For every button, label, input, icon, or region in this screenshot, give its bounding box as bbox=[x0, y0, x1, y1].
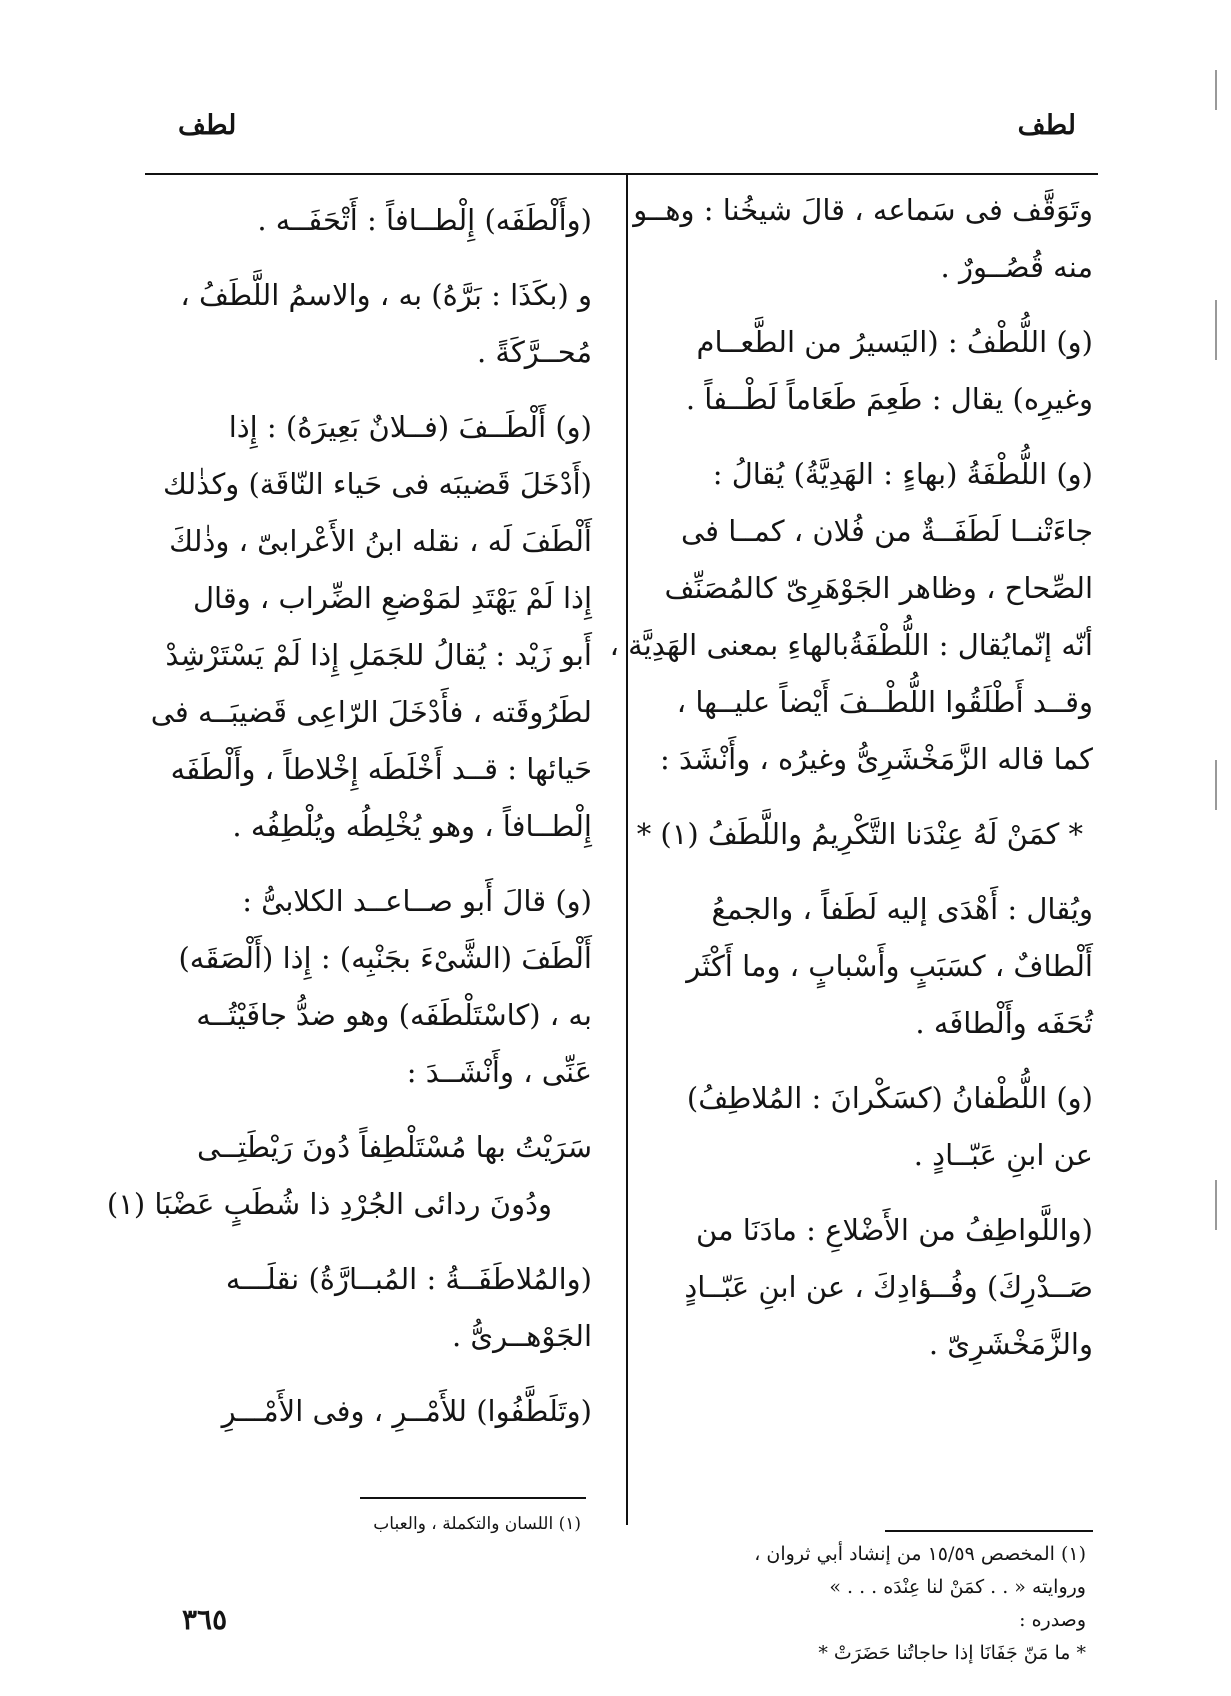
poem bbox=[106, 1119, 592, 1233]
paragraph bbox=[609, 446, 1093, 788]
text-line: ويُقال : أَهْدَى إليه لَطَفاً ، والجمعُ bbox=[711, 892, 1093, 926]
paragraph bbox=[663, 1070, 1093, 1184]
margin-mark bbox=[1215, 70, 1217, 110]
text-line: عن ابنِ عَبّــادٍ . bbox=[913, 1138, 1093, 1172]
footnote-line: وروايته « . . كمَنْ لنا عِنْدَه . . . » bbox=[829, 1576, 1086, 1598]
margin-mark bbox=[1215, 300, 1217, 360]
text-line: جاءَتْنــا لَطَفَــةٌ من فُلان ، كمــا فى bbox=[680, 514, 1093, 548]
text-line: أَبو زَيْد : يُقالُ للجَمَلِ إِذا لَمْ يَسْتَرْشِدْ bbox=[165, 638, 592, 672]
verse-line: * كمَنْ لَهُ عِنْدَنا التَّكْرِيمُ واللَّطَفُ (١) * bbox=[636, 817, 1083, 851]
text-line: أَلْطافٌ ، كسَبَبٍ وأَسْبابٍ ، وما أَكْثَر bbox=[686, 949, 1093, 983]
paragraph bbox=[663, 1202, 1093, 1373]
paragraph bbox=[663, 881, 1093, 1052]
text-line: حَيائها : قــد أَخْلَطَه إِخْلاطاً ، وأَلْطَفَه bbox=[170, 752, 592, 786]
footnote-line: * ما مَنّ جَفَانَا إذا حاجاتُنا حَضَرَتْ * bbox=[818, 1642, 1086, 1664]
footnote-line: (١) المخصص ١٥/٥٩ من إنشاد أبي ثروان ، bbox=[754, 1543, 1086, 1565]
text-line: (و) اللُّطْفُ : (اليَسيرُ من الطَّعــام bbox=[696, 325, 1093, 359]
text-line: به ، (كاسْتَلْطَفَه) وهو ضدُّ جافَيْتُــه bbox=[196, 998, 592, 1032]
left-column bbox=[106, 192, 592, 1458]
text-line: و (بكَذَا : بَرَّهُ) به ، والاسمُ اللَّطَفُ ، bbox=[180, 278, 592, 312]
text-line: (و) اللُّطْفانُ (كسَكْرانَ : المُلاطِفُ) bbox=[686, 1081, 1093, 1115]
paragraph bbox=[152, 399, 592, 855]
headword-right: لطف bbox=[1017, 110, 1076, 141]
text-line: (واللَّواطِفُ من الأَضْلاعِ : مادَنَا من bbox=[695, 1213, 1093, 1247]
footnote-rule-left bbox=[360, 1497, 586, 1499]
text-line: (أَدْخَلَ قَضيبَه فى حَياء النّاقَة) وكذٰلك bbox=[162, 467, 592, 501]
text-line: الصِّحاح ، وظاهر الجَوْهَرِىّ كالمُصَنِّف bbox=[664, 571, 1093, 605]
text-line: أَلْطَفَ لَه ، نقله ابنُ الأَعْرابىّ ، وذٰلكَ bbox=[169, 524, 592, 558]
margin-mark bbox=[1215, 1180, 1217, 1230]
footnote-line: وصدره : bbox=[1019, 1609, 1086, 1631]
text-line: وغيرِه) يقال : طَعِمَ طَعَاماً لَطْــفاً . bbox=[685, 382, 1093, 416]
text-line: وقــد أَطْلَقُوا اللُّطْــفَ أَيْضاً عليــها ، bbox=[676, 685, 1093, 719]
text-line: (وأَلْطَفَه) إِلْطــافاً : أَتْحَفَــه . bbox=[257, 203, 592, 237]
text-line: لطَرُوقَته ، فأَدْخَلَ الرّاعِى قَضيبَــه فى bbox=[150, 695, 592, 729]
headword-left: لطف bbox=[178, 110, 237, 141]
poem-line: ودُونَ ردائى الجُرْدِ ذا شُطَبٍ عَضْبَا (١) bbox=[106, 1187, 552, 1221]
column-divider bbox=[626, 175, 628, 1525]
margin-mark bbox=[1215, 760, 1217, 810]
text-line: أنّه إنّمايُقال : اللُّطْفَةُبالهاءِ بمعنى الهَدِيَّة ، bbox=[609, 628, 1093, 662]
paragraph bbox=[152, 873, 592, 1101]
text-line: (و) اللُّطْفَةُ (بهاءٍ : الهَدِيَّةُ) يُقالُ : bbox=[712, 457, 1093, 491]
page-number: ٣٦٥ bbox=[182, 1603, 228, 1636]
footnote-right bbox=[656, 1538, 1086, 1670]
text-line: (و) قالَ أَبو صــاعــد الكلابىُّ : bbox=[242, 884, 592, 918]
text-line: إِذا لَمْ يَهْتَدِ لمَوْضعِ الضِّراب ، وقال bbox=[192, 581, 592, 615]
text-line: عَنِّى ، وأَنْشَــدَ : bbox=[406, 1055, 592, 1089]
paragraph bbox=[152, 267, 592, 381]
paragraph bbox=[152, 192, 592, 249]
text-line: صَــدْرِكَ) وفُــؤادِكَ ، عن ابنِ عَبّــادٍ bbox=[684, 1270, 1093, 1304]
paragraph bbox=[633, 182, 1093, 296]
text-line: (وتَلَطَّفُوا) للأَمْــرِ ، وفى الأَمْـــرِ bbox=[221, 1394, 592, 1428]
poem-line: سَرَيْتُ بها مُسْتَلْطِفاً دُونَ رَيْطَتِــى bbox=[196, 1130, 592, 1164]
text-line: وتَوَقَّف فى سَماعه ، قالَ شيخُنا : وهــو bbox=[633, 193, 1093, 227]
text-line: والزَّمَخْشَرِىّ . bbox=[928, 1327, 1093, 1361]
text-line: الجَوْهــرىُّ . bbox=[451, 1319, 592, 1353]
paragraph bbox=[152, 1251, 592, 1365]
text-line: كما قاله الزَّمَخْشَرِىُّ وغيرُه ، وأَنْشَدَ : bbox=[660, 742, 1093, 776]
text-line: منه قُصُــورٌ . bbox=[940, 250, 1093, 284]
text-line: (و) أَلْطَــفَ (فــلانٌ بَعِيرَهُ) : إِذا bbox=[228, 410, 592, 444]
text-line: مُحــرَّكَةً . bbox=[476, 335, 592, 369]
footnote-left: (١) اللسان والتكملة ، والعباب bbox=[373, 1514, 581, 1534]
header-rule bbox=[145, 173, 1098, 175]
paragraph bbox=[663, 314, 1093, 428]
text-line: أَلْطَفَ (الشَّىْءَ بجَنْبِه) : إِذا (أَلْصَقَه) bbox=[178, 941, 592, 975]
text-line: إِلْطــافاً ، وهو يُخْلِطُه ويُلْطِفُه . bbox=[232, 809, 592, 843]
text-line: تُحَفَه وأَلْطافَه . bbox=[915, 1006, 1093, 1040]
footnote-rule-right bbox=[885, 1530, 1093, 1532]
paragraph bbox=[152, 1383, 592, 1440]
text-line: (والمُلاطَفَــةُ : المُبــارَّةُ) نقلَـــه bbox=[225, 1262, 592, 1296]
right-column bbox=[609, 182, 1093, 1391]
